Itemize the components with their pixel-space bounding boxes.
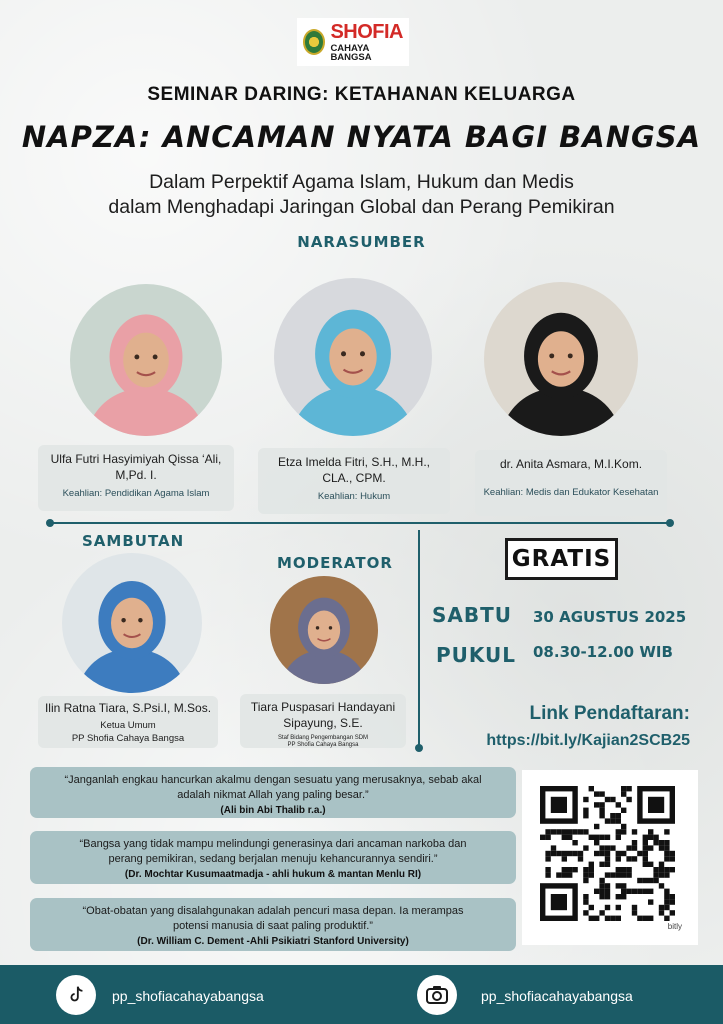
qr-module <box>589 905 594 910</box>
qr-module <box>637 889 642 894</box>
qr-module <box>670 910 675 915</box>
portrait-face <box>538 331 584 386</box>
qr-module <box>567 867 572 872</box>
qr-module <box>664 845 669 850</box>
gratis-text: GRATIS <box>511 546 612 572</box>
qr-module <box>632 905 637 910</box>
qr-module <box>562 856 567 861</box>
qr-module <box>659 872 664 877</box>
qr-module <box>643 851 648 856</box>
qr-module <box>610 845 615 850</box>
qr-module <box>599 862 604 867</box>
qr-module <box>616 829 621 834</box>
qr-module <box>545 872 550 877</box>
qr-module <box>632 845 637 850</box>
shofia-logo <box>297 18 409 66</box>
qr-module <box>659 862 664 867</box>
qr-module <box>589 835 594 840</box>
qr-module <box>659 840 664 845</box>
speaker-3-photo <box>484 282 638 436</box>
quote-1 <box>30 767 516 818</box>
qr-module <box>621 851 626 856</box>
qr-module <box>659 845 664 850</box>
day-label: SABTU <box>432 603 513 627</box>
qr-module <box>648 899 653 904</box>
qr-module <box>670 899 675 904</box>
qr-module <box>616 835 621 840</box>
qr-module <box>605 889 610 894</box>
qr-module <box>594 916 599 921</box>
portrait-eye <box>568 353 573 358</box>
qr-module <box>616 802 621 807</box>
tiktok-handle[interactable]: pp_shofiacahayabangsa <box>112 988 264 1004</box>
qr-module <box>616 894 621 899</box>
qr-module <box>562 835 567 840</box>
portrait-eye <box>134 355 139 360</box>
portrait-eye <box>153 355 158 360</box>
qr-module <box>616 916 621 921</box>
qr-module <box>648 845 653 850</box>
registration-link[interactable]: https://bit.ly/Kajian2SCB25 <box>486 732 690 749</box>
qr-module <box>664 829 669 834</box>
qr-module <box>599 802 604 807</box>
qr-module <box>572 851 577 856</box>
qr-module <box>610 797 615 802</box>
portrait-eye <box>138 618 142 622</box>
qr-module <box>626 872 631 877</box>
qr-module <box>605 835 610 840</box>
portrait-eye <box>329 626 332 629</box>
qr-module <box>632 889 637 894</box>
qr-module <box>621 824 626 829</box>
qr-module <box>648 916 653 921</box>
qr-module <box>599 894 604 899</box>
gratis-badge <box>505 538 618 580</box>
qr-module <box>567 851 572 856</box>
logo-name: SHOFIA <box>330 20 403 43</box>
qr-module <box>551 851 556 856</box>
qr-module <box>567 835 572 840</box>
qr-module <box>610 818 615 823</box>
qr-module <box>626 786 631 791</box>
seminar-type: SEMINAR DARING: KETAHANAN KELUARGA <box>147 84 576 105</box>
quote-3 <box>30 898 516 951</box>
sambutan-role-2: PP Shofia Cahaya Bangsa <box>71 733 185 744</box>
qr-module <box>670 856 675 861</box>
qr-module <box>589 916 594 921</box>
qr-module <box>621 867 626 872</box>
qr-module <box>562 851 567 856</box>
sambutan-card <box>38 696 218 748</box>
qr-module <box>578 829 583 834</box>
qr-module <box>637 878 642 883</box>
qr-module <box>626 797 631 802</box>
qr-module <box>578 856 583 861</box>
qr-module <box>594 791 599 796</box>
qr-module <box>621 829 626 834</box>
qr-module <box>648 862 653 867</box>
qr-module <box>572 829 577 834</box>
qr-module <box>632 910 637 915</box>
qr-module <box>599 878 604 883</box>
qr-module <box>643 916 648 921</box>
qr-module <box>637 916 642 921</box>
qr-module <box>632 829 637 834</box>
qr-module <box>616 867 621 872</box>
qr-module <box>610 813 615 818</box>
speaker-3-name: dr. Anita Asmara, M.I.Kom. <box>499 457 643 471</box>
qr-module <box>664 872 669 877</box>
qr-module <box>653 835 658 840</box>
qr-module <box>599 813 604 818</box>
qr-module <box>605 883 610 888</box>
moderator-role-1: Staf Bidang Pengembangan SDM <box>277 735 369 741</box>
quote-1-line-2: adalah nikmat Allah yang paling besar.” <box>177 789 369 801</box>
quote-3-line-2: potensi manusia di saat paling produktif.” <box>173 920 373 932</box>
instagram-handle[interactable]: pp_shofiacahayabangsa <box>481 988 633 1004</box>
qr-module <box>659 905 664 910</box>
qr-module <box>556 872 561 877</box>
qr-module <box>653 867 658 872</box>
qr-module <box>653 840 658 845</box>
qr-finder-core <box>551 797 567 813</box>
quote-2 <box>30 831 516 884</box>
qr-module <box>605 845 610 850</box>
qr-module <box>551 845 556 850</box>
qr-module <box>664 916 669 921</box>
qr-module <box>626 867 631 872</box>
qr-module <box>583 797 588 802</box>
qr-module <box>621 791 626 796</box>
qr-module <box>545 835 550 840</box>
qr-module <box>621 786 626 791</box>
qr-module <box>621 889 626 894</box>
qr-module <box>664 899 669 904</box>
qr-module <box>545 867 550 872</box>
qr-module <box>556 851 561 856</box>
instagram-icon[interactable] <box>417 975 457 1015</box>
qr-module <box>605 862 610 867</box>
qr-module <box>594 889 599 894</box>
qr-module <box>632 856 637 861</box>
qr-module <box>594 840 599 845</box>
qr-module <box>659 910 664 915</box>
section-divider-vertical <box>418 530 420 748</box>
logo-subtitle: CAHAYA BANGSA <box>330 42 372 63</box>
qr-module <box>648 889 653 894</box>
moderator-name: Tiara Puspasari Handayani Sipayung, S.E. <box>250 700 396 730</box>
subtitle-line-1: Dalam Perpektif Agama Islam, Hukum dan Medis <box>149 171 574 193</box>
quote-2-line-1: “Bangsa yang tidak mampu melindungi generasinya dari ancaman narkoba dan <box>79 838 467 850</box>
qr-module <box>583 867 588 872</box>
speaker-2-card <box>258 448 450 514</box>
qr-module <box>664 905 669 910</box>
qr-module <box>670 894 675 899</box>
qr-module <box>594 824 599 829</box>
qr-module <box>599 883 604 888</box>
qr-module <box>545 829 550 834</box>
qr-module <box>616 872 621 877</box>
qr-module <box>616 851 621 856</box>
qr-module <box>605 872 610 877</box>
main-title: NAPZA: ANCAMAN NYATA BAGI BANGSA <box>21 120 702 154</box>
qr-module <box>572 867 577 872</box>
qr-module <box>589 786 594 791</box>
qr-module <box>583 878 588 883</box>
qr-module <box>572 840 577 845</box>
sambutan-photo <box>62 553 202 693</box>
qr-module <box>583 894 588 899</box>
qr-module <box>653 872 658 877</box>
qr-module <box>664 840 669 845</box>
qr-module <box>578 851 583 856</box>
qr-module <box>632 840 637 845</box>
qr-module <box>616 905 621 910</box>
sambutan-heading: SAMBUTAN <box>82 532 185 550</box>
portrait-face <box>308 611 340 650</box>
qr-module <box>616 818 621 823</box>
tiktok-glyph <box>65 984 87 1006</box>
qr-module <box>616 883 621 888</box>
portrait-eye <box>341 351 346 356</box>
qr-module <box>664 867 669 872</box>
tiktok-icon[interactable] <box>56 975 96 1015</box>
qr-module <box>599 851 604 856</box>
portrait-eye <box>360 351 365 356</box>
qr-module <box>562 867 567 872</box>
narasumber-heading: NARASUMBER <box>297 233 426 251</box>
qr-module <box>626 889 631 894</box>
qr-module <box>605 905 610 910</box>
qr-module <box>605 818 610 823</box>
qr-module <box>583 813 588 818</box>
portrait-face <box>111 598 153 648</box>
quote-2-line-2: perang pemikiran, sedang berjalan menuju kehancurannya sendiri.” <box>108 853 438 865</box>
qr-module <box>599 808 604 813</box>
qr-module <box>659 867 664 872</box>
subtitle-line-2: dalam Menghadapi Jaringan Global dan Perang Pemikiran <box>108 196 615 218</box>
quote-3-line-1: “Obat-obatan yang disalahgunakan adalah pencuri masa depan. Ia merampas <box>82 905 464 917</box>
speaker-2-expertise: Keahlian: Hukum <box>317 491 391 502</box>
qr-module <box>643 862 648 867</box>
qr-module <box>545 856 550 861</box>
quote-1-author: (Ali bin Abi Thalib r.a.) <box>220 805 326 816</box>
section-divider-horizontal <box>50 522 670 524</box>
qr-module <box>567 872 572 877</box>
qr-module <box>626 845 631 850</box>
quote-2-author: (Dr. Mochtar Kusumaatmadja - ahli hukum & mantan Menlu RI) <box>124 869 422 880</box>
qr-module <box>621 872 626 877</box>
qr-module <box>594 835 599 840</box>
qr-module <box>605 856 610 861</box>
qr-module <box>643 840 648 845</box>
qr-module <box>648 835 653 840</box>
qr-module <box>594 851 599 856</box>
bitly-brand: bitly <box>667 922 682 931</box>
qr-module <box>670 867 675 872</box>
portrait-face <box>329 329 376 386</box>
portrait-eye <box>121 618 125 622</box>
qr-module <box>567 829 572 834</box>
speaker-1-photo <box>70 284 222 436</box>
registration-label: Link Pendaftaran: <box>529 703 690 724</box>
qr-module <box>621 883 626 888</box>
qr-module <box>583 910 588 915</box>
qr-module <box>664 851 669 856</box>
portrait-eye <box>316 626 319 629</box>
qr-module <box>616 813 621 818</box>
qr-module <box>599 910 604 915</box>
moderator-card <box>240 694 406 748</box>
speaker-1-name: Ulfa Futri Hasyimiyah Qissa ‘Ali, M,Pd. I. <box>50 452 222 482</box>
moderator-heading: MODERATOR <box>277 554 393 572</box>
quote-1-line-1: “Janganlah engkau hancurkan akalmu dengan sesuatu yang merusaknya, sebab akal <box>64 774 482 786</box>
qr-module <box>643 856 648 861</box>
logo-seal-icon <box>303 29 325 55</box>
qr-module <box>643 878 648 883</box>
portrait-face <box>123 333 169 388</box>
qr-module <box>664 856 669 861</box>
qr-module <box>589 862 594 867</box>
qr-module <box>610 916 615 921</box>
qr-module <box>621 808 626 813</box>
qr-module <box>551 829 556 834</box>
qr-module <box>610 872 615 877</box>
qr-module <box>562 872 567 877</box>
camera-glyph <box>425 984 449 1006</box>
qr-module <box>664 894 669 899</box>
moderator-photo <box>270 576 378 684</box>
qr-module <box>583 845 588 850</box>
qr-module <box>643 889 648 894</box>
qr-module <box>545 851 550 856</box>
qr-module <box>556 829 561 834</box>
qr-module <box>599 845 604 850</box>
event-time: 08.30-12.00 WIB <box>533 643 673 661</box>
qr-module <box>648 829 653 834</box>
portrait-eye <box>549 353 554 358</box>
qr-module <box>605 894 610 899</box>
qr-module <box>599 835 604 840</box>
subtitle <box>0 170 723 220</box>
sambutan-role-1: Ketua Umum <box>100 720 156 731</box>
qr-module <box>589 867 594 872</box>
qr-code-icon <box>522 770 698 945</box>
qr-finder-core <box>551 894 567 910</box>
moderator-role-2: PP Shofia Cahaya Bangsa <box>287 742 359 748</box>
speaker-1-expertise: Keahlian: Pendidikan Agama Islam <box>62 488 210 499</box>
sambutan-name: Ilin Ratna Tiara, S.Psi.I, M.Sos. <box>44 701 212 715</box>
qr-module <box>621 894 626 899</box>
qr-module <box>605 851 610 856</box>
registration-qr-code[interactable] <box>522 770 698 945</box>
speaker-3-card <box>475 450 667 516</box>
qr-finder-core <box>648 797 664 813</box>
qr-module <box>659 883 664 888</box>
qr-module <box>583 808 588 813</box>
qr-module <box>605 797 610 802</box>
qr-module <box>643 845 648 850</box>
qr-module <box>599 791 604 796</box>
qr-module <box>562 829 567 834</box>
speaker-2-photo <box>274 278 432 436</box>
qr-module <box>670 851 675 856</box>
qr-module <box>626 856 631 861</box>
qr-module <box>648 878 653 883</box>
quote-3-author: (Dr. William C. Dement -Ahli Psikiatri Stanford University) <box>137 936 409 947</box>
qr-module <box>540 835 545 840</box>
time-label: PUKUL <box>436 643 517 667</box>
qr-module <box>583 872 588 877</box>
event-date: 30 AGUSTUS 2025 <box>533 608 687 626</box>
speaker-2-name: Etza Imelda Fitri, S.H., M.H., CLA., CPM. <box>277 455 431 485</box>
speaker-1-card <box>38 445 234 511</box>
qr-module <box>653 878 658 883</box>
qr-module <box>643 835 648 840</box>
qr-module <box>583 829 588 834</box>
qr-module <box>605 916 610 921</box>
qr-module <box>594 802 599 807</box>
qr-module <box>583 899 588 904</box>
qr-module <box>616 856 621 861</box>
qr-module <box>637 851 642 856</box>
qr-module <box>589 872 594 877</box>
speaker-3-expertise: Keahlian: Medis dan Edukator Kesehatan <box>483 487 659 498</box>
qr-module <box>599 889 604 894</box>
qr-module <box>664 889 669 894</box>
